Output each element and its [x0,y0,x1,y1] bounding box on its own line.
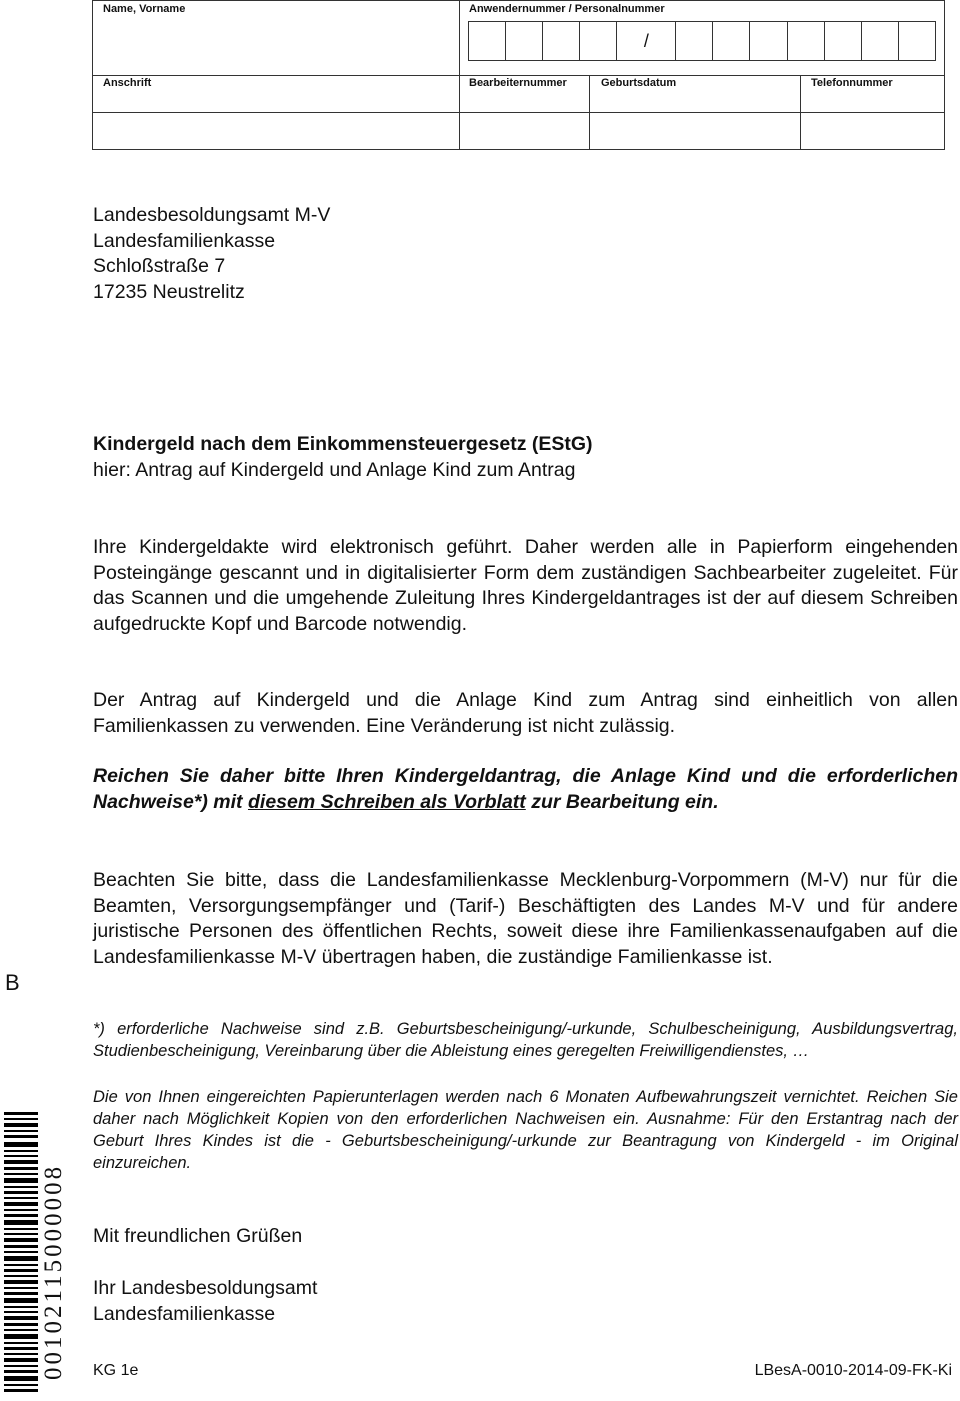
subject-title: Kindergeld nach dem Einkommensteuergesetz (EStG) [93,433,593,455]
note-paper-documents: Die von Ihnen eingereichten Papierunterlagen werden nach 6 Monaten Aufbewahrungszeit vernichtet. Reichen Sie daher nach Möglichkeit Kopien von den erforderlichen Nachweisen ein. Ausnahme: Für den Erstantrag nach der Geburt Ihres Kindes ist die - Geburtsbescheinigung/-urkunde zur Beantragung von Kindergeld - im Original einzureichen. [93,1088,958,1172]
user-number-boxes[interactable] [468,21,936,61]
digit-box[interactable] [543,22,580,60]
digit-box[interactable] [506,22,543,60]
recipient-line: 17235 Neustrelitz [93,280,245,303]
digit-box[interactable] [825,22,862,60]
digit-box[interactable] [862,22,899,60]
recipient-address [93,203,958,305]
sender-line: Landesfamilienkasse [93,1302,276,1325]
phone-label: Telefonnummer [811,77,893,89]
paragraph-electronic-file: Ihre Kindergeldakte wird elektronisch geführt. Daher werden alle in Papierform eingehenden Posteingänge gescannt und in digitalisierter Form dem zuständigen Sachbearbeiter zugeleitet. Für das Scannen und die umgehende Zuleitung Ihres Kindergeldantrages ist der auf diesem Schreiben aufgedruckte Kopf und Barcode notwendig. [93,536,958,635]
digit-box[interactable] [580,22,617,60]
barcode-number: 00102115000008 [40,1163,67,1380]
cover-sheet-text-end: zur Bearbeitung ein. [525,790,719,813]
digit-box[interactable] [899,22,935,60]
header-divider [589,75,590,149]
digit-box[interactable] [676,22,713,60]
name-label: Name, Vorname [103,3,186,15]
sender-line: Ihr Landesbesoldungsamt [93,1277,318,1299]
digit-box[interactable] [469,22,506,60]
birth-date-label: Geburtsdatum [601,77,677,89]
user-number-label: Anwendernummer / Personalnummer [469,3,665,15]
subject-subtitle: hier: Antrag auf Kindergeld und Anlage Kind zum Antrag [93,458,576,481]
paragraph-cover-sheet [93,764,958,815]
header-form [92,0,945,150]
cover-sheet-emphasis: diesem Schreiben als Vorblatt [247,790,526,813]
digit-box[interactable] [788,22,825,60]
closing-sender [93,1276,958,1327]
header-row-divider [93,112,944,113]
digit-box[interactable] [750,22,787,60]
footer-reference: LBesA-0010-2014-09-FK-Ki [754,1362,952,1379]
number-separator [617,22,676,60]
digit-box[interactable] [713,22,750,60]
recipient-line: Schloßstraße 7 [93,255,226,277]
paragraph-responsibility: Beachten Sie bitte, dass die Landesfamilienkasse Mecklenburg-Vorpommern (M-V) nur für die Beamten, Versorgungsempfänger und (Tarif-) Beschäftigten des Landes M-V und für andere juristische Personen des öffentlichen Rechts, soweit diese ihre Familienkassenaufgaben auf die Landesfamilienkasse M-V übertragen haben, die zuständige Familienkasse ist. [93,869,958,968]
recipient-line: Landesbesoldungsamt M-V [93,204,331,226]
footnote-proofs: *) erforderliche Nachweise sind z.B. Geburtsbescheinigung/-urkunde, Schulbescheinigung, Ausbildungsvertrag, Studienbescheinigung, Vereinbarung über die Ableistung eines geregelten Freiwilligendienstes, … [93,1020,958,1060]
cover-sheet-text: Reichen Sie daher bitte Ihren Kindergeldantrag, die Anlage Kind und die erforderlichen Nachweise*) mit [93,765,958,813]
footer-form-code: KG 1e [93,1362,139,1379]
closing-greeting: Mit freundlichen Grüßen [93,1225,303,1247]
recipient-line: Landesfamilienkasse [93,229,276,252]
subject [93,432,958,483]
side-marker: B [5,970,20,995]
address-label: Anschrift [103,77,152,89]
clerk-number-label: Bearbeiternummer [469,77,567,89]
header-divider [800,75,801,149]
separator-slash: / [643,30,649,51]
header-row-divider [93,75,944,76]
paragraph-uniform-forms: Der Antrag auf Kindergeld und die Anlage Kind zum Antrag sind einheitlich von allen Familienkassen zu verwenden. Eine Veränderung ist nicht zulässig. [93,689,958,737]
